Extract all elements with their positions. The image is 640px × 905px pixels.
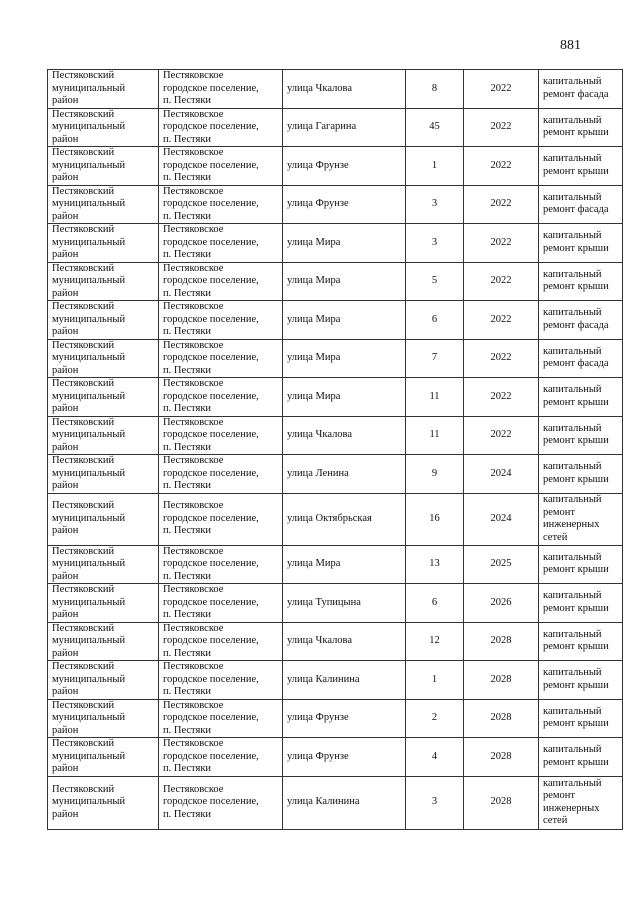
district-cell-line: муниципальный [52, 159, 126, 171]
street-cell: улица Фрунзе [283, 738, 406, 777]
district-cell-line: муниципальный [52, 121, 126, 132]
settlement-cell [159, 622, 283, 661]
work-type-cell-line: капитальный [543, 153, 602, 165]
settlement-cell-line: Пестяковское [163, 108, 224, 120]
district-cell [48, 147, 159, 186]
district-cell-line: район [52, 763, 79, 774]
street-cell: улица Фрунзе [283, 185, 406, 224]
table-row [48, 455, 623, 494]
district-cell-line: район [52, 808, 79, 820]
settlement-cell-line: городское поселение, [163, 673, 259, 685]
year-cell: 2022 [464, 70, 539, 109]
district-cell [48, 185, 159, 224]
district-cell-line: Пестяковский [52, 185, 115, 197]
year-cell: 2022 [464, 185, 539, 224]
district-cell [48, 776, 159, 829]
settlement-cell-line: городское поселение, [163, 236, 259, 248]
district-cell-line: Пестяковский [52, 661, 115, 672]
settlement-cell-line: городское поселение, [163, 750, 259, 762]
district-cell-line: муниципальный [52, 558, 126, 569]
street-cell: улица Октябрьская [283, 493, 406, 545]
settlement-cell-line: п. Пестяки [163, 480, 212, 491]
work-type-cell-line: ремонт крыши [543, 165, 609, 177]
settlement-cell-line: п. Пестяки [163, 609, 212, 620]
work-type-cell-line: капитальный [543, 667, 602, 679]
work-type-cell-line: ремонт фасада [543, 319, 609, 331]
work-type-cell-line: капитальный [543, 230, 602, 242]
settlement-cell-line: городское поселение, [163, 275, 259, 286]
settlement-cell-line: Пестяковское [163, 500, 224, 512]
district-cell-line: район [52, 525, 79, 537]
work-type-cell-line: капитальный [543, 114, 602, 126]
work-type-cell-line: ремонт крыши [543, 281, 609, 293]
settlement-cell-line: Пестяковское [163, 262, 224, 274]
settlement-cell-line: п. Пестяки [163, 133, 212, 145]
table-row [48, 584, 623, 623]
settlement-cell [159, 493, 283, 545]
work-type-cell-line: ремонт крыши [543, 641, 609, 653]
settlement-cell-line: городское поселение, [163, 352, 259, 363]
settlement-cell-line: п. Пестяки [163, 326, 212, 337]
settlement-cell [159, 301, 283, 340]
work-type-cell-line: капитальный [543, 777, 602, 789]
settlement-cell-line: п. Пестяки [163, 763, 212, 774]
table-row [48, 108, 623, 147]
settlement-cell-line: городское поселение, [163, 796, 259, 808]
settlement-cell-line: Пестяковское [163, 622, 224, 634]
district-cell-line: муниципальный [52, 82, 126, 94]
table-row [48, 776, 623, 829]
settlement-cell [159, 545, 283, 584]
district-cell [48, 108, 159, 147]
settlement-cell-line: Пестяковское [163, 699, 224, 711]
settlement-cell-line: Пестяковское [163, 455, 224, 466]
work-type-cell-line: капитальный [543, 345, 602, 357]
district-cell-line: Пестяковский [52, 224, 115, 235]
settlement-cell [159, 108, 283, 147]
settlement-cell [159, 378, 283, 417]
district-cell-line: Пестяковский [52, 738, 115, 749]
work-type-cell-line: капитальный [543, 744, 602, 756]
work-type-cell-line: капитальный [543, 76, 602, 88]
district-cell-line: Пестяковский [52, 262, 115, 274]
house-number-cell: 3 [406, 224, 464, 263]
district-cell-line: район [52, 724, 79, 736]
work-type-cell [539, 416, 623, 455]
house-number-cell: 6 [406, 584, 464, 623]
district-cell-line: Пестяковский [52, 378, 115, 389]
year-cell: 2022 [464, 378, 539, 417]
district-cell-line: район [52, 95, 79, 106]
house-number-cell: 7 [406, 339, 464, 378]
settlement-cell [159, 776, 283, 829]
district-cell-line: муниципальный [52, 673, 126, 685]
settlement-cell-line: городское поселение, [163, 121, 259, 132]
work-type-cell-line: ремонт фасада [543, 204, 609, 216]
work-type-cell-line: ремонт [543, 506, 576, 518]
settlement-cell-line: Пестяковское [163, 661, 224, 672]
house-number-cell: 9 [406, 455, 464, 494]
table-row [48, 416, 623, 455]
work-type-cell [539, 545, 623, 584]
work-type-cell-line: сетей [543, 531, 568, 543]
street-cell: улица Мира [283, 301, 406, 340]
district-cell-line: муниципальный [52, 429, 126, 440]
work-type-cell-line: капитальный [543, 422, 602, 434]
house-number-cell: 5 [406, 262, 464, 301]
district-cell-line: район [52, 403, 79, 414]
district-cell-line: муниципальный [52, 236, 126, 248]
district-cell-line: Пестяковский [52, 301, 115, 312]
work-type-cell [539, 493, 623, 545]
work-type-cell [539, 455, 623, 494]
work-type-cell-line: сетей [543, 815, 568, 826]
settlement-cell-line: Пестяковское [163, 339, 224, 351]
settlement-cell-line: Пестяковское [163, 378, 224, 389]
district-cell-line: район [52, 287, 79, 299]
work-type-cell-line: ремонт крыши [543, 127, 609, 139]
settlement-cell-line: п. Пестяки [163, 287, 212, 299]
settlement-cell-line: п. Пестяки [163, 570, 212, 582]
street-cell: улица Мира [283, 545, 406, 584]
street-cell: улица Ленина [283, 455, 406, 494]
page-number: 881 [560, 38, 581, 53]
district-cell-line: муниципальный [52, 390, 126, 402]
street-cell: улица Калинина [283, 661, 406, 700]
year-cell: 2028 [464, 738, 539, 777]
table-row [48, 70, 623, 109]
year-cell: 2026 [464, 584, 539, 623]
settlement-cell-line: городское поселение, [163, 159, 259, 171]
street-cell: улица Фрунзе [283, 147, 406, 186]
district-cell [48, 416, 159, 455]
district-cell-line: район [52, 647, 79, 659]
settlement-cell [159, 262, 283, 301]
year-cell: 2022 [464, 301, 539, 340]
table-body [48, 70, 623, 830]
table-row [48, 622, 623, 661]
year-cell: 2028 [464, 776, 539, 829]
work-type-cell-line: капитальный [543, 384, 602, 396]
street-cell: улица Чкалова [283, 416, 406, 455]
street-cell: улица Мира [283, 378, 406, 417]
settlement-cell-line: городское поселение, [163, 82, 259, 94]
house-number-cell: 13 [406, 545, 464, 584]
work-type-cell [539, 622, 623, 661]
work-type-cell [539, 108, 623, 147]
work-type-cell-line: инженерных [543, 519, 600, 530]
house-number-cell: 8 [406, 70, 464, 109]
settlement-cell [159, 584, 283, 623]
year-cell: 2022 [464, 147, 539, 186]
house-number-cell: 11 [406, 416, 464, 455]
work-type-cell-line: капитальный [543, 494, 602, 505]
settlement-cell-line: п. Пестяки [163, 686, 212, 697]
settlement-cell [159, 185, 283, 224]
settlement-cell-line: городское поселение, [163, 390, 259, 402]
work-type-cell-line: капитальный [543, 705, 602, 717]
settlement-cell-line: городское поселение, [163, 558, 259, 569]
district-cell-line: Пестяковский [52, 584, 115, 595]
street-cell: улица Фрунзе [283, 699, 406, 738]
table-row [48, 339, 623, 378]
year-cell: 2028 [464, 622, 539, 661]
district-cell-line: муниципальный [52, 198, 126, 209]
district-cell-line: район [52, 686, 79, 697]
year-cell: 2028 [464, 661, 539, 700]
work-type-cell [539, 224, 623, 263]
district-cell-line: муниципальный [52, 635, 126, 646]
settlement-cell-line: п. Пестяки [163, 210, 212, 222]
settlement-cell-line: Пестяковское [163, 224, 224, 235]
settlement-cell-line: п. Пестяки [163, 95, 212, 106]
street-cell: улица Мира [283, 224, 406, 263]
settlement-cell-line: Пестяковское [163, 584, 224, 595]
work-type-cell [539, 378, 623, 417]
work-type-cell-line: ремонт крыши [543, 564, 609, 576]
district-cell-line: Пестяковский [52, 545, 115, 557]
table-row [48, 661, 623, 700]
work-type-cell [539, 262, 623, 301]
settlement-cell [159, 416, 283, 455]
work-type-cell-line: капитальный [543, 590, 602, 602]
district-cell-line: муниципальный [52, 467, 126, 479]
table-row [48, 378, 623, 417]
district-cell-line: муниципальный [52, 352, 126, 363]
settlement-cell-line: Пестяковское [163, 185, 224, 197]
work-type-cell-line: ремонт крыши [543, 396, 609, 408]
district-cell-line: район [52, 364, 79, 376]
year-cell: 2022 [464, 262, 539, 301]
table-row [48, 738, 623, 777]
settlement-cell-line: п. Пестяки [163, 403, 212, 414]
settlement-cell-line: городское поселение, [163, 198, 259, 209]
work-type-cell [539, 699, 623, 738]
district-cell-line: Пестяковский [52, 622, 115, 634]
settlement-cell [159, 339, 283, 378]
settlement-cell-line: п. Пестяки [163, 172, 212, 183]
district-cell [48, 493, 159, 545]
settlement-cell-line: Пестяковское [163, 301, 224, 312]
work-type-cell-line: ремонт крыши [543, 473, 609, 485]
settlement-cell-line: Пестяковское [163, 783, 224, 795]
district-cell-line: муниципальный [52, 712, 126, 723]
work-type-cell-line: ремонт крыши [543, 242, 609, 254]
work-type-cell [539, 301, 623, 340]
district-cell-line: муниципальный [52, 512, 126, 524]
year-cell: 2022 [464, 416, 539, 455]
house-number-cell: 12 [406, 622, 464, 661]
settlement-cell-line: Пестяковское [163, 70, 224, 81]
house-number-cell: 3 [406, 776, 464, 829]
table-row [48, 493, 623, 545]
settlement-cell [159, 738, 283, 777]
work-type-cell-line: капитальный [543, 191, 602, 203]
district-cell [48, 738, 159, 777]
street-cell: улица Чкалова [283, 70, 406, 109]
house-number-cell: 3 [406, 185, 464, 224]
work-type-cell-line: капитальный [543, 628, 602, 640]
repair-schedule-table [47, 69, 623, 830]
district-cell-line: район [52, 480, 79, 491]
district-cell [48, 224, 159, 263]
house-number-cell: 16 [406, 493, 464, 545]
settlement-cell [159, 661, 283, 700]
table-row [48, 545, 623, 584]
district-cell-line: район [52, 172, 79, 183]
street-cell: улица Чкалова [283, 622, 406, 661]
house-number-cell: 1 [406, 661, 464, 700]
district-cell-line: район [52, 326, 79, 337]
district-cell-line: муниципальный [52, 275, 126, 286]
street-cell: улица Гагарина [283, 108, 406, 147]
district-cell-line: Пестяковский [52, 699, 115, 711]
district-cell [48, 301, 159, 340]
district-cell-line: Пестяковский [52, 70, 115, 81]
district-cell [48, 262, 159, 301]
work-type-cell-line: ремонт [543, 790, 576, 801]
work-type-cell-line: ремонт крыши [543, 756, 609, 768]
year-cell: 2022 [464, 108, 539, 147]
work-type-cell-line: инженерных [543, 802, 600, 814]
district-cell [48, 455, 159, 494]
settlement-cell-line: п. Пестяки [163, 249, 212, 260]
work-type-cell-line: ремонт фасада [543, 358, 609, 370]
house-number-cell: 6 [406, 301, 464, 340]
district-cell-line: Пестяковский [52, 500, 115, 512]
district-cell-line: район [52, 210, 79, 222]
settlement-cell-line: Пестяковское [163, 147, 224, 158]
year-cell: 2022 [464, 339, 539, 378]
year-cell: 2024 [464, 493, 539, 545]
district-cell [48, 584, 159, 623]
district-cell [48, 545, 159, 584]
year-cell: 2022 [464, 224, 539, 263]
settlement-cell-line: городское поселение, [163, 512, 259, 524]
house-number-cell: 2 [406, 699, 464, 738]
table-row [48, 699, 623, 738]
settlement-cell [159, 70, 283, 109]
district-cell-line: район [52, 609, 79, 620]
district-cell [48, 699, 159, 738]
settlement-cell-line: п. Пестяки [163, 808, 212, 820]
work-type-cell [539, 776, 623, 829]
table-row [48, 147, 623, 186]
work-type-cell [539, 661, 623, 700]
district-cell [48, 339, 159, 378]
settlement-cell-line: городское поселение, [163, 596, 259, 608]
settlement-cell [159, 147, 283, 186]
work-type-cell [539, 584, 623, 623]
table-row [48, 301, 623, 340]
work-type-cell-line: ремонт крыши [543, 435, 609, 447]
settlement-cell-line: п. Пестяки [163, 525, 212, 537]
district-cell-line: муниципальный [52, 796, 126, 808]
settlement-cell [159, 699, 283, 738]
year-cell: 2024 [464, 455, 539, 494]
settlement-cell-line: городское поселение, [163, 712, 259, 723]
house-number-cell: 45 [406, 108, 464, 147]
work-type-cell-line: капитальный [543, 461, 602, 473]
settlement-cell-line: Пестяковское [163, 738, 224, 749]
settlement-cell [159, 455, 283, 494]
settlement-cell-line: городское поселение, [163, 467, 259, 479]
table-row [48, 185, 623, 224]
district-cell-line: район [52, 249, 79, 260]
settlement-cell [159, 224, 283, 263]
street-cell: улица Калинина [283, 776, 406, 829]
district-cell-line: муниципальный [52, 750, 126, 762]
district-cell-line: муниципальный [52, 596, 126, 608]
district-cell-line: Пестяковский [52, 455, 115, 466]
settlement-cell-line: городское поселение, [163, 313, 259, 325]
table-row [48, 224, 623, 263]
work-type-cell-line: ремонт крыши [543, 718, 609, 730]
district-cell [48, 70, 159, 109]
work-type-cell [539, 738, 623, 777]
settlement-cell-line: городское поселение, [163, 635, 259, 646]
work-type-cell-line: ремонт фасада [543, 88, 609, 100]
district-cell-line: муниципальный [52, 313, 126, 325]
district-cell [48, 622, 159, 661]
district-cell-line: Пестяковский [52, 339, 115, 351]
settlement-cell-line: п. Пестяки [163, 724, 212, 736]
work-type-cell [539, 339, 623, 378]
settlement-cell-line: п. Пестяки [163, 647, 212, 659]
work-type-cell [539, 185, 623, 224]
district-cell [48, 661, 159, 700]
district-cell-line: район [52, 133, 79, 145]
work-type-cell [539, 147, 623, 186]
house-number-cell: 4 [406, 738, 464, 777]
street-cell: улица Мира [283, 339, 406, 378]
settlement-cell-line: п. Пестяки [163, 364, 212, 376]
settlement-cell-line: городское поселение, [163, 429, 259, 440]
street-cell: улица Мира [283, 262, 406, 301]
house-number-cell: 1 [406, 147, 464, 186]
district-cell-line: Пестяковский [52, 416, 115, 428]
work-type-cell-line: ремонт крыши [543, 602, 609, 614]
year-cell: 2028 [464, 699, 539, 738]
district-cell-line: район [52, 441, 79, 453]
district-cell-line: район [52, 570, 79, 582]
settlement-cell-line: Пестяковское [163, 416, 224, 428]
street-cell: улица Тупицына [283, 584, 406, 623]
district-cell-line: Пестяковский [52, 783, 115, 795]
work-type-cell-line: ремонт крыши [543, 679, 609, 691]
table-row [48, 262, 623, 301]
district-cell-line: Пестяковский [52, 108, 115, 120]
district-cell-line: Пестяковский [52, 147, 115, 158]
work-type-cell-line: капитальный [543, 268, 602, 280]
work-type-cell-line: капитальный [543, 551, 602, 563]
work-type-cell [539, 70, 623, 109]
year-cell: 2025 [464, 545, 539, 584]
work-type-cell-line: капитальный [543, 307, 602, 319]
house-number-cell: 11 [406, 378, 464, 417]
district-cell [48, 378, 159, 417]
settlement-cell-line: п. Пестяки [163, 441, 212, 453]
settlement-cell-line: Пестяковское [163, 545, 224, 557]
